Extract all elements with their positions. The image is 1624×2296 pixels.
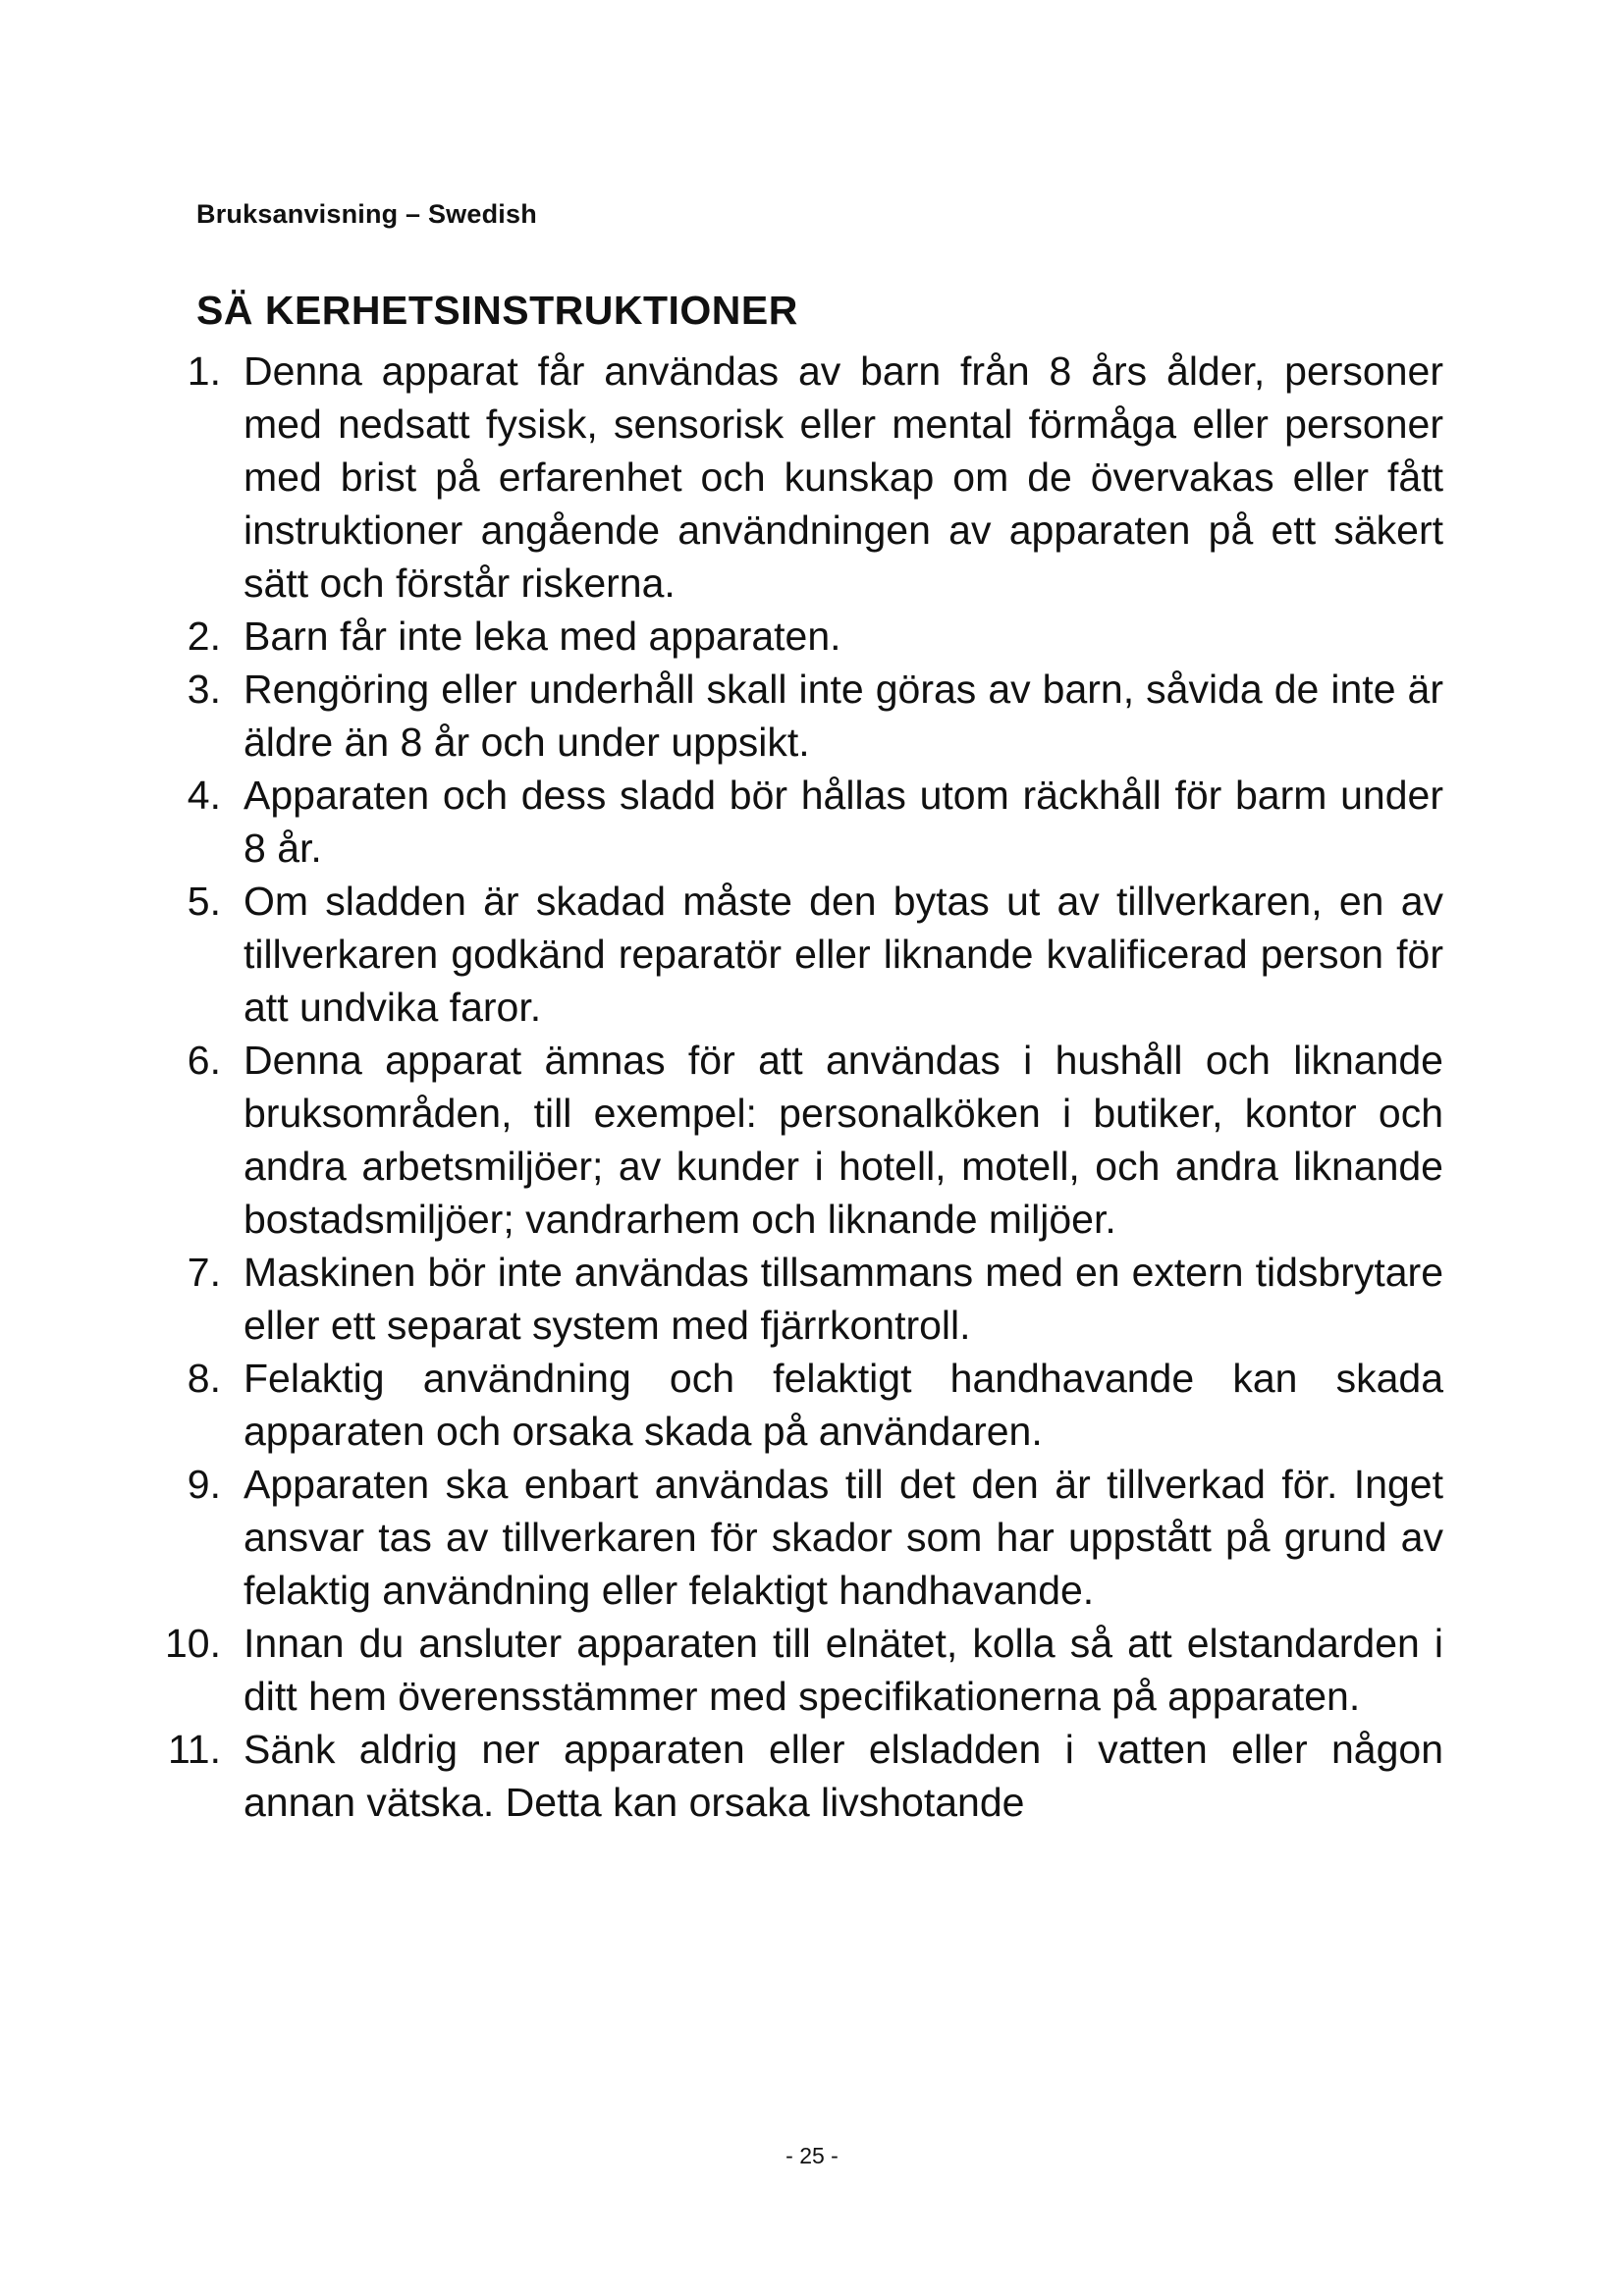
list-item <box>0 663 1624 769</box>
item-number: 2. <box>187 614 221 659</box>
item-number: 11. <box>168 1727 221 1772</box>
item-number: 10. <box>165 1621 221 1666</box>
list-item <box>0 875 1624 1034</box>
item-text: Om sladden är skadad måste den bytas ut av tillverkaren, en av tillverkaren godkänd reparatör eller liknande kvalificerad person för att undvika faror. <box>244 879 1443 1030</box>
item-number: 8. <box>187 1356 221 1401</box>
list-item <box>0 610 1624 663</box>
page-number: - 25 - <box>785 2143 839 2168</box>
item-number: 7. <box>187 1250 221 1295</box>
list-item <box>0 345 1624 610</box>
list-item <box>0 1352 1624 1458</box>
item-text: Denna apparat får användas av barn från 8 års ålder, personer med nedsatt fysisk, sensorisk eller mental förmåga eller personer med brist på erfarenhet och kunskap om de övervakas eller fått instruktioner angående användningen av apparaten på ett säkert sätt och förstår riskerna. <box>244 348 1443 606</box>
list-item <box>0 1458 1624 1617</box>
item-text: Maskinen bör inte användas tillsammans med en extern tidsbrytare eller ett separat system med fjärrkontroll. <box>244 1250 1443 1348</box>
safety-instructions-list <box>0 345 1624 1829</box>
document-header: Bruksanvisning – Swedish <box>196 199 537 229</box>
item-text: Innan du ansluter apparaten till elnätet, kolla så att elstandarden i ditt hem överensstämmer med specifikationerna på apparaten. <box>244 1621 1443 1719</box>
item-number: 5. <box>187 879 221 924</box>
item-number: 9. <box>187 1462 221 1507</box>
list-item <box>0 1617 1624 1723</box>
item-number: 3. <box>187 667 221 712</box>
list-item <box>0 769 1624 875</box>
list-item <box>0 1246 1624 1352</box>
item-text: Sänk aldrig ner apparaten eller elsladden i vatten eller någon annan vätska. Detta kan orsaka livshotande <box>244 1727 1443 1825</box>
item-number: 1. <box>187 348 221 394</box>
item-text: Apparaten ska enbart användas till det den är tillverkad för. Inget ansvar tas av tillverkaren för skador som har uppstått på grund av felaktig användning eller felaktigt handhavande. <box>244 1462 1443 1613</box>
item-text: Denna apparat ämnas för att användas i hushåll och liknande bruksområden, till exempel: personalköken i butiker, kontor och andra arbetsmiljöer; av kunder i hotell, motell, och andra liknande bostadsmiljöer; vandrarhem och liknande miljöer. <box>244 1038 1443 1242</box>
section-title: SÄ KERHETSINSTRUKTIONER <box>196 288 798 333</box>
list-item <box>0 1723 1624 1829</box>
item-text: Apparaten och dess sladd bör hållas utom räckhåll för barm under 8 år. <box>244 773 1443 871</box>
item-text: Felaktig användning och felaktigt handhavande kan skada apparaten och orsaka skada på användaren. <box>244 1356 1443 1454</box>
item-text: Rengöring eller underhåll skall inte göras av barn, såvida de inte är äldre än 8 år och under uppsikt. <box>244 667 1443 765</box>
item-number: 4. <box>187 773 221 818</box>
item-text: Barn får inte leka med apparaten. <box>244 614 841 659</box>
list-item <box>0 1034 1624 1246</box>
item-number: 6. <box>187 1038 221 1083</box>
